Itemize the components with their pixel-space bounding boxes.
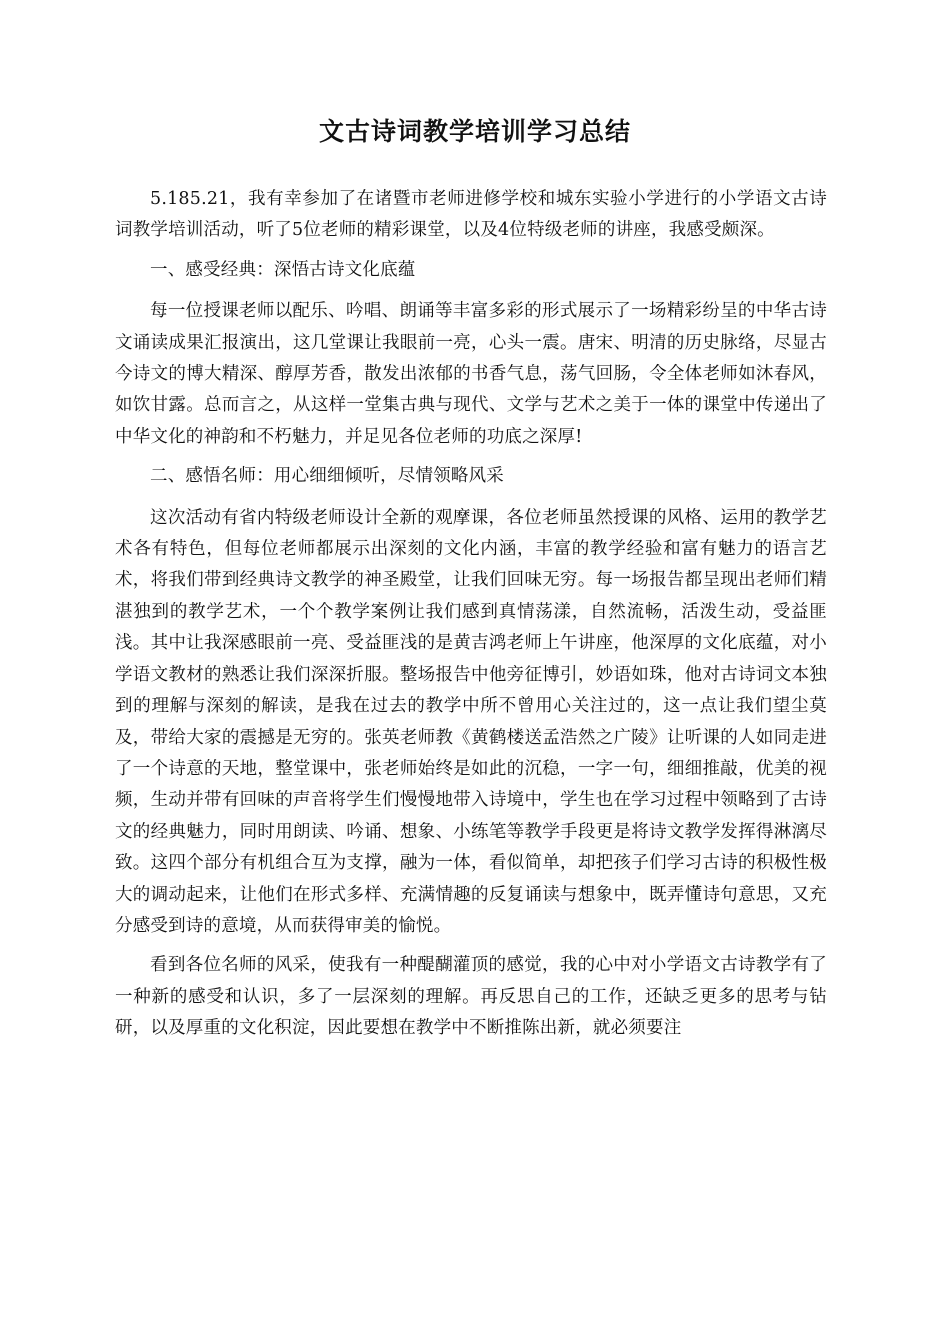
section-heading-1: 一、感受经典：深悟古诗文化底蕴 [150,259,416,280]
section-1-paragraph: 每一位授课老师以配乐、吟唱、朗诵等丰富多彩的形式展示了一场精彩纷呈的中华古诗文诵读成果汇报演出，这几堂课让我眼前一亮，心头一震。唐宋、明清的历史脉络，尽显古今诗文的博大精深、醇厚芳香，散发出浓郁的书香气息，荡气回肠，令全体老师如沐春风，如饮甘露。总而言之，从这样一堂集古典与现代、文学与艺术之美于一体的课堂中传递出了中华文化的神韵和不朽魅力，并足见各位老师的功底之深厚! [115,301,827,447]
intro-paragraph: 5.185.21，我有幸参加了在诸暨市老师进修学校和城东实验小学进行的小学语文古诗词教学培训活动，听了5位老师的精彩课堂，以及4位特级老师的讲座，我感受颇深。 [115,189,827,241]
reflection-paragraph: 看到各位名师的风采，使我有一种醍醐灌顶的感觉，我的心中对小学语文古诗教学有了一种新的感受和认识，多了一层深刻的理解。再反思自己的工作，还缺乏更多的思考与钻研，以及厚重的文化积淀，因此要想在教学中不断推陈出新，就必须要注 [115,955,827,1039]
document-body [115,184,827,1053]
document-title: 文古诗词教学培训学习总结 [318,117,631,146]
section-2-paragraph: 这次活动有省内特级老师设计全新的观摩课，各位老师虽然授课的风格、运用的教学艺术各有特色，但每位老师都展示出深刻的文化内涵，丰富的教学经验和富有魅力的语言艺术，将我们带到经典诗文教学的神圣殿堂，让我们回味无穷。每一场报告都呈现出老师们精湛独到的教学艺术，一个个教学案例让我们感到真情荡漾，自然流畅，活泼生动，受益匪浅。其中让我深感眼前一亮、受益匪浅的是黄吉鸿老师上午讲座，他深厚的文化底蕴，对小学语文教材的熟悉让我们深深折服。整场报告中他旁征博引，妙语如珠，他对古诗词文本独到的理解与深刻的解读，是我在过去的教学中所不曾用心关注过的，这一点让我们望尘莫及，带给大家的震撼是无穷的。张英老师教《黄鹤楼送孟浩然之广陵》让听课的人如同走进了一个诗意的天地，整堂课中，张老师始终是如此的沉稳，一字一句，细细推敲，优美的视频，生动并带有回味的声音将学生们慢慢地带入诗境中，学生也在学习过程中领略到了古诗文的经典魅力，同时用朗读、吟诵、想象、小练笔等教学手段更是将诗文教学发挥得淋漓尽致。这四个部分有机组合互为支撑，融为一体，看似简单，却把孩子们学习古诗的积极性极大的调动起来，让他们在形式多样、充满情趣的反复诵读与想象中，既弄懂诗句意思，又充分感受到诗的意境，从而获得审美的愉悦。 [115,507,827,936]
section-heading-2: 二、感悟名师：用心细细倾听，尽情领略风采 [150,466,504,487]
